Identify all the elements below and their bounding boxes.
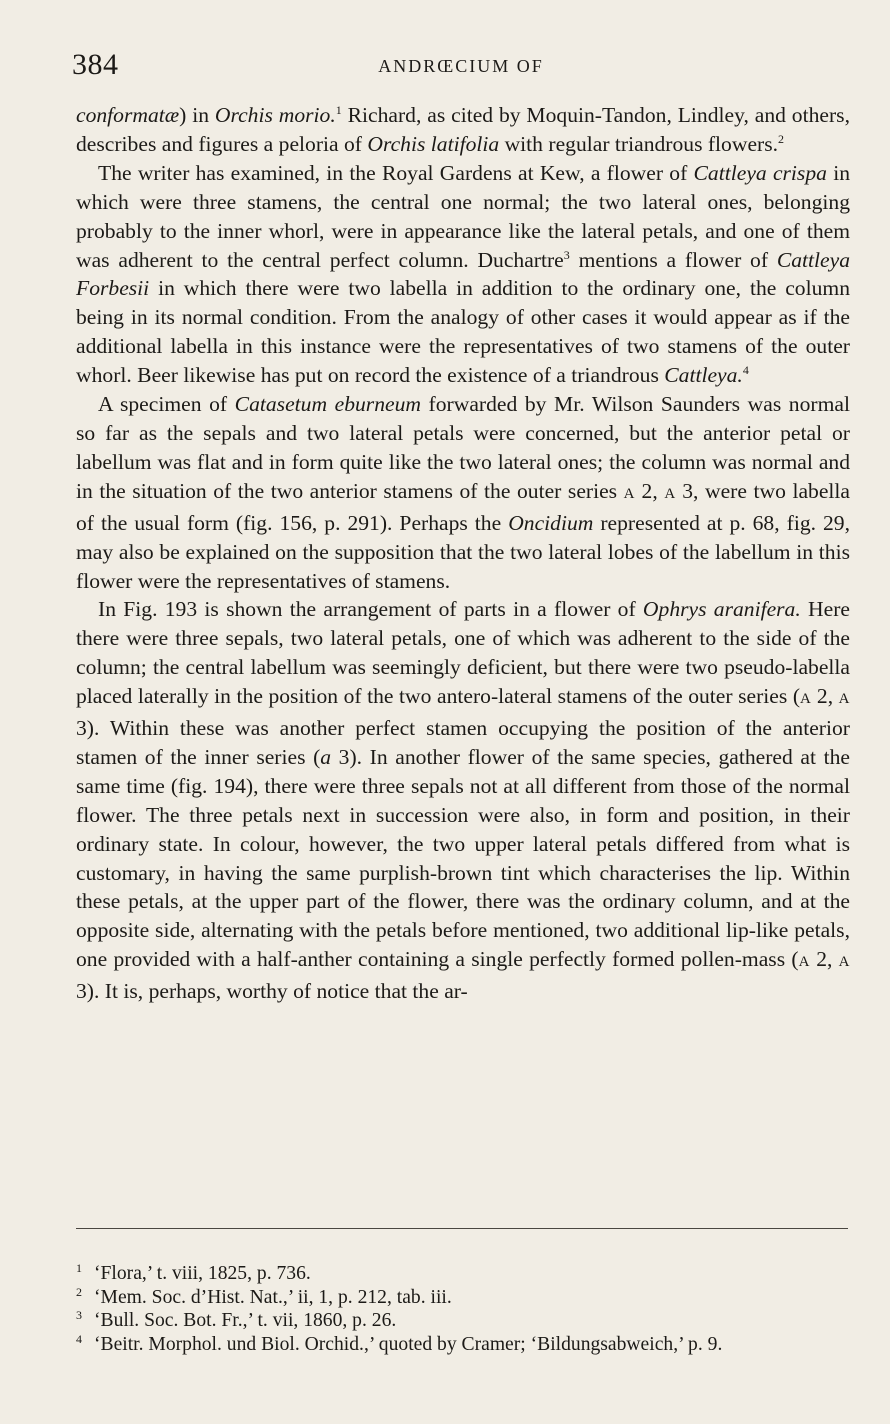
text-span: Here there were three sepals, two lateral petals, one of which was adherent to the side of the column; the central labellum was seemingly deficient, but there were two pseudo-labella placed laterally in the position of the two antero-lateral stamens of the outer series (: [76, 597, 850, 709]
footnote-ref: 3: [563, 247, 570, 262]
text-span: ) in: [179, 103, 215, 127]
running-head: ANDRŒCIUM OF: [378, 56, 544, 76]
small-caps-label: A: [838, 691, 850, 708]
footnote-ref: 2: [778, 131, 785, 146]
small-caps-label: A: [623, 485, 635, 502]
text-span: 2,: [811, 684, 839, 709]
small-caps-label: A: [838, 954, 851, 971]
italic-term: Catasetum eburneum: [234, 392, 421, 417]
text-span: 3). In another flower of the same species, gathered at the same time (fig. 194), there were three sepals not at all different from those of the normal flower. The three petals next in succession were also, in form and position, in their ordinary state. In colour, however, the two upper lateral petals differed from what is customary, in having the same purplish-brown tint which characterises the lip. Within these petals, at the upper part of the flower, there was the ordinary column, and at the opposite side, alternating with the petals before mentioned, two additional lip-like petals, one provided with a half-anther containing a single perfectly formed pollen-mass (: [76, 744, 850, 972]
footnote: 4 ‘Beitr. Morphol. und Biol. Orchid.,’ quoted by Cramer; ‘Bildungsabweich,’ p. 9.: [76, 1331, 723, 1355]
text-span: in which were three stamens, the central one normal; the two lateral ones, belonging probably to the inner whorl, were in appearance like the lateral petals, and one of them was adherent to the central perfect column. Duchartre: [76, 160, 850, 272]
paragraph-3: [76, 390, 850, 595]
small-caps-label: A: [800, 691, 812, 708]
body-text: [76, 101, 850, 1006]
text-span: 3). Within these was another perfect stamen occupying the position of the anterior stamen of the inner series (: [76, 716, 850, 769]
italic-term: Cattleya.: [664, 363, 743, 388]
footnote: 2 ‘Mem. Soc. d’Hist. Nat.,’ ii, 1, p. 212, tab. iii.: [76, 1284, 452, 1308]
text-span: 2,: [809, 947, 839, 972]
footnote-text: ‘Flora,’ t. viii, 1825, p. 736.: [94, 1263, 311, 1284]
page-header: [72, 48, 850, 84]
italic-term: conformatæ: [76, 103, 180, 127]
italic-term: Orchis morio.: [214, 103, 336, 127]
italic-term: Cattleya crispa: [693, 160, 827, 185]
text-span: In Fig. 193 is shown the arrangement of parts in a flower of: [98, 597, 643, 622]
small-caps-label: A: [664, 485, 676, 502]
italic-term: Orchis latifolia: [367, 131, 500, 156]
footnote: 1 ‘Flora,’ t. viii, 1825, p. 736.: [76, 1261, 311, 1284]
paragraph-1: [76, 101, 850, 159]
footnote-ref: 4: [742, 363, 749, 378]
text-span: 3). It is, perhaps, worthy of notice that the ar-: [76, 979, 468, 1004]
text-span: 3, were two labella of the usual form (fig. 156, p. 291). Perhaps the: [76, 478, 850, 535]
text-span: The writer has examined, in the Royal Gardens at Kew, a flower of: [98, 160, 694, 185]
text-span: A specimen of: [98, 392, 235, 417]
paragraph-2: [76, 159, 850, 390]
text-span: represented at p. 68, fig. 29, may also be explained on the supposition that the two lateral lobes of the labellum in this flower were the representatives of stamens.: [76, 510, 850, 593]
italic-term: Cattleya Forbesii: [76, 247, 850, 301]
footnote: 3 ‘Bull. Soc. Bot. Fr.,’ t. vii, 1860, p. 26.: [76, 1308, 397, 1332]
italic-term: Ophrys aranifera.: [642, 597, 801, 622]
footnote-text: ‘Mem. Soc. d’Hist. Nat.,’ ii, 1, p. 212, tab. iii.: [94, 1286, 452, 1308]
page-number: 384: [72, 48, 119, 81]
text-span: 2,: [635, 478, 665, 503]
italic-term: Oncidium: [508, 510, 594, 535]
footnote-text: ‘Bull. Soc. Bot. Fr.,’ t. vii, 1860, p. 26.: [94, 1310, 397, 1332]
text-span: Richard, as cited by Moquin-Tandon, Lindley, and others, describes and figures a peloria of: [76, 103, 850, 156]
footnotes: [76, 1262, 850, 1356]
text-span: with regular triandrous flowers.: [499, 131, 779, 156]
footnote-text: ‘Beitr. Morphol. und Biol. Orchid.,’ quoted by Cramer; ‘Bildungsabweich,’ p. 9.: [94, 1333, 723, 1355]
text-span: mentions a flower of: [569, 247, 777, 272]
footnote-ref: 1: [335, 103, 342, 117]
italic-term: a: [320, 744, 332, 769]
small-caps-label: A: [798, 954, 810, 971]
footnote-divider: [76, 1228, 848, 1229]
text-span: in which there were two labella in addition to the ordinary one, the column being in its normal condition. From the analogy of other cases it would appear as if the additional labella in this instance were the representatives of two stamens of the outer whorl. Beer likewise has put on record the existence of a triandrous: [76, 276, 850, 388]
text-span: forwarded by Mr. Wilson Saunders was normal so far as the sepals and two lateral petals were concerned, but the anterior petal or labellum was flat and in form quite like the two lateral ones; the column was normal and in the situation of the two anterior stamens of the outer series: [76, 392, 850, 503]
paragraph-4: [76, 595, 850, 1006]
